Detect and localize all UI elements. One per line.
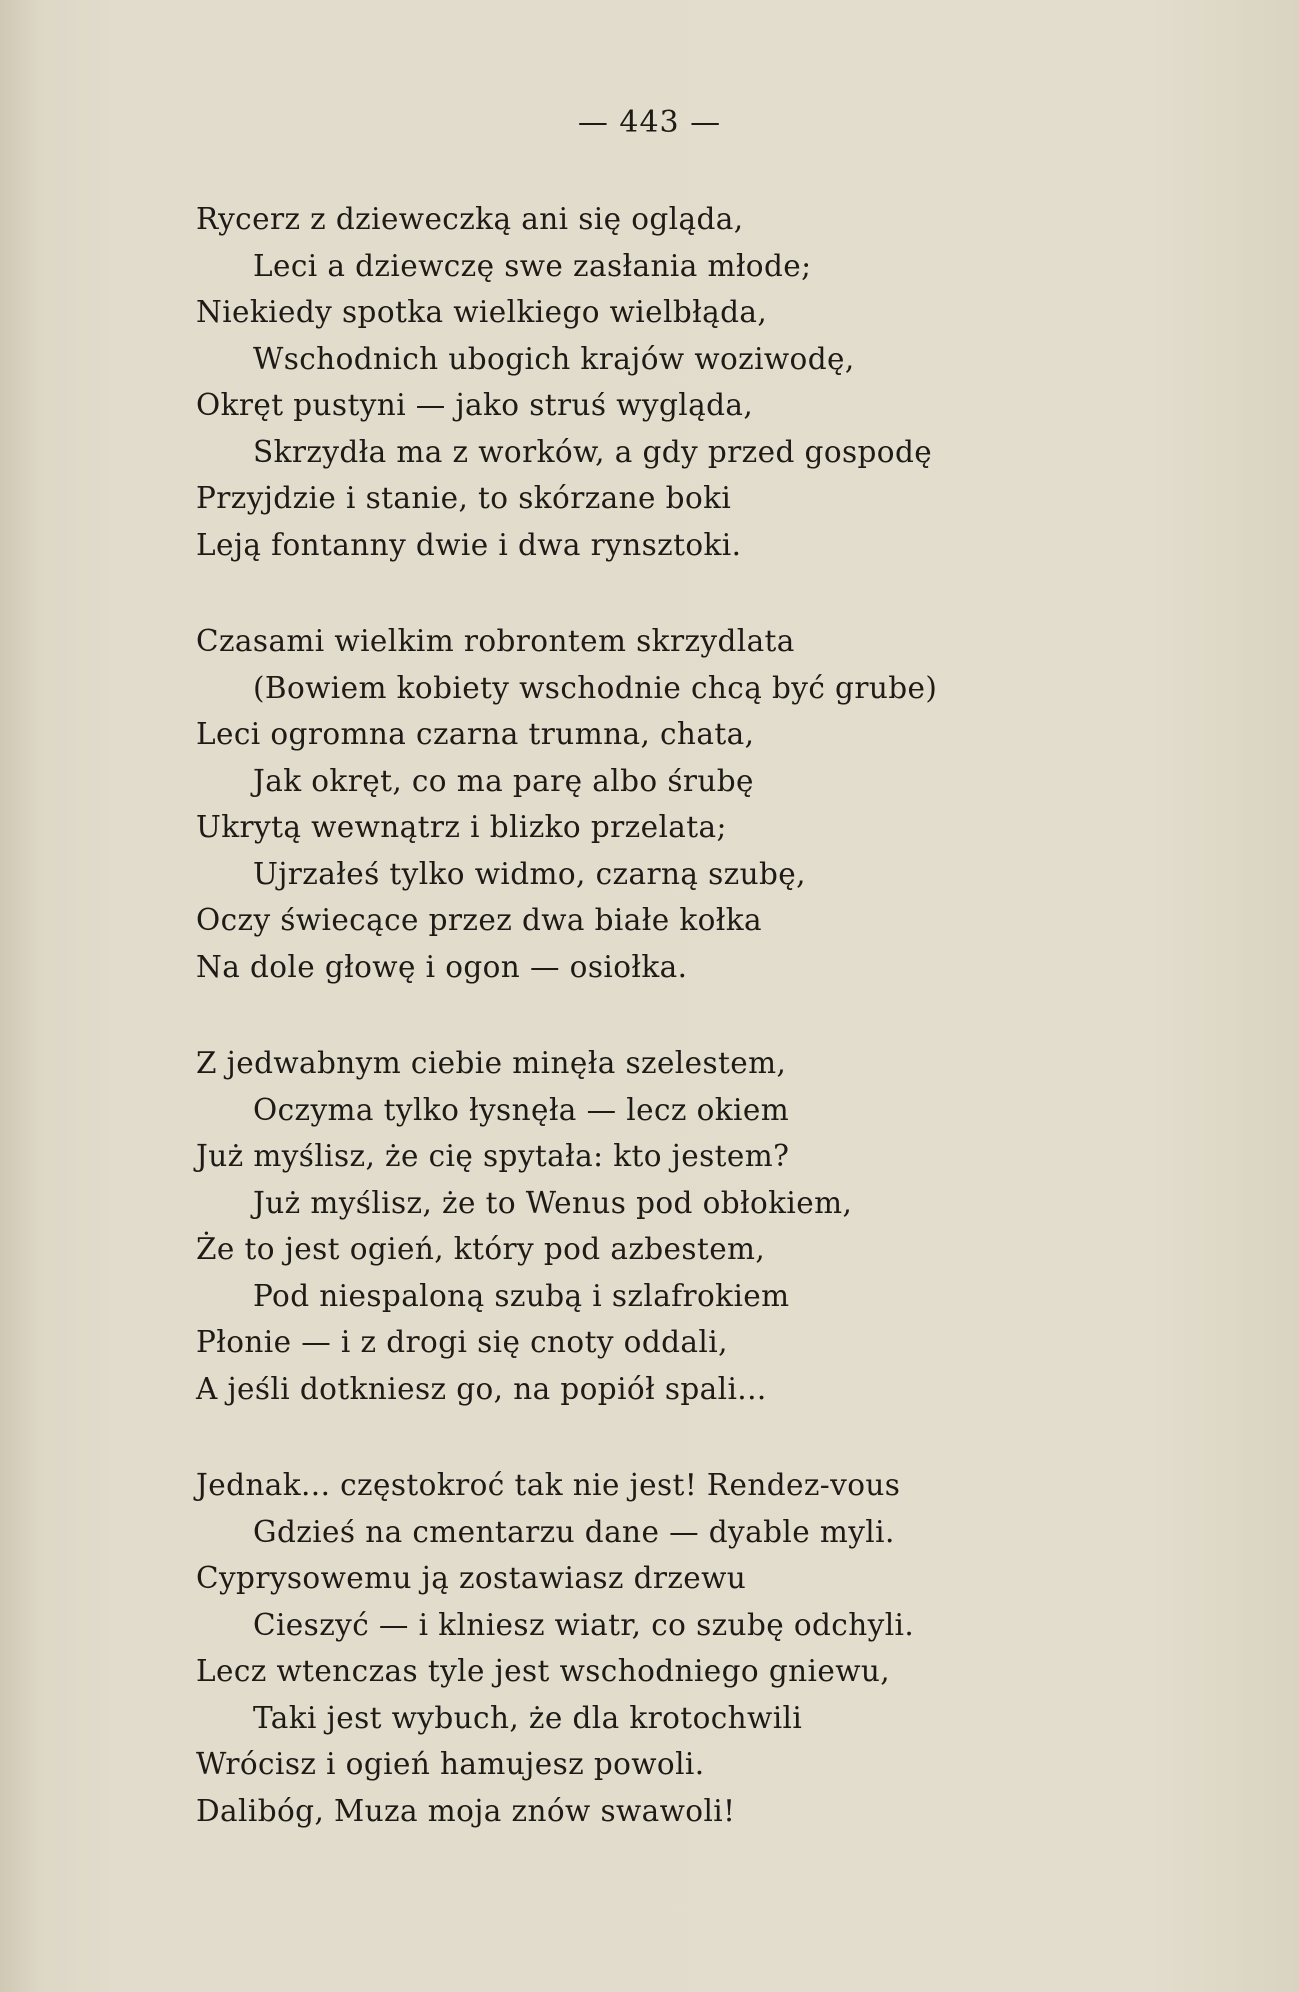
verse-line: Czasami wielkim robrontem skrzydlata xyxy=(196,624,795,658)
verse-line: Oczy świecące przez dwa białe kołka xyxy=(196,903,763,937)
verse-line: Leją fontanny dwie i dwa rynsztoki. xyxy=(196,527,742,562)
verse-line: Wrócisz i ogień hamujesz powoli. xyxy=(196,1747,705,1781)
verse-line: Oczyma tylko łysnęła — lecz okiem xyxy=(253,1092,790,1127)
verse-line: Cyprysowemu ją zostawiasz drzewu xyxy=(196,1561,747,1595)
verse-line: Już myślisz, że cię spytała: kto jestem? xyxy=(196,1139,790,1173)
verse-line: Skrzydła ma z worków, a gdy przed gospodę xyxy=(253,434,933,469)
verse-line: Płonie — i z drogi się cnoty oddali, xyxy=(196,1325,728,1359)
verse-line: Jednak... częstokroć tak nie jest! Rendez-vous xyxy=(196,1468,901,1502)
verse-line: Lecz wtenczas tyle jest wschodniego gniewu, xyxy=(196,1654,891,1688)
verse-line: Jak okręt, co ma parę albo śrubę xyxy=(253,763,754,798)
page-number: — 443 — xyxy=(577,105,722,140)
verse-line: Okręt pustyni — jako struś wygląda, xyxy=(196,388,754,422)
verse-line: Na dole głowę i ogon — osiołka. xyxy=(196,949,688,984)
verse-line: Z jedwabnym ciebie minęła szelestem, xyxy=(196,1046,787,1080)
verse-line: Przyjdzie i stanie, to skórzane boki xyxy=(196,481,732,515)
verse-line: Niekiedy spotka wielkiego wielbłąda, xyxy=(196,295,768,329)
stanza xyxy=(196,618,1256,990)
verse-line: Pod niespaloną szubą i szlafrokiem xyxy=(253,1278,790,1313)
verse-line: Że to jest ogień, który pod azbestem, xyxy=(196,1232,766,1266)
verse-line: Gdzieś na cmentarzu dane — dyable myli. xyxy=(253,1514,895,1549)
verse-line: Taki jest wybuch, że dla krotochwili xyxy=(253,1700,803,1735)
verse-line: Leci a dziewczę swe zasłania młode; xyxy=(253,248,812,283)
verse-line: A jeśli dotkniesz go, na popiół spali... xyxy=(196,1371,767,1406)
verse-line: Wschodnich ubogich krajów woziwodę, xyxy=(253,341,855,376)
stanza xyxy=(196,1462,1256,1834)
verse-line: Cieszyć — i klniesz wiatr, co szubę odchyli. xyxy=(253,1607,915,1642)
stanza xyxy=(196,1040,1256,1412)
verse-line: Już myślisz, że to Wenus pod obłokiem, xyxy=(253,1185,853,1220)
stanza xyxy=(196,196,1256,568)
verse-line: (Bowiem kobiety wschodnie chcą być grube) xyxy=(253,670,938,705)
verse-line: Ujrzałeś tylko widmo, czarną szubę, xyxy=(253,856,806,891)
verse-line: Ukrytą wewnątrz i blizko przelata; xyxy=(196,810,727,844)
verse-line: Rycerz z dzieweczką ani się ogląda, xyxy=(196,202,744,236)
verse-line: Dalibóg, Muza moja znów swawoli! xyxy=(196,1793,736,1828)
poem-text xyxy=(196,196,1256,1884)
verse-line: Leci ogromna czarna trumna, chata, xyxy=(196,717,755,751)
